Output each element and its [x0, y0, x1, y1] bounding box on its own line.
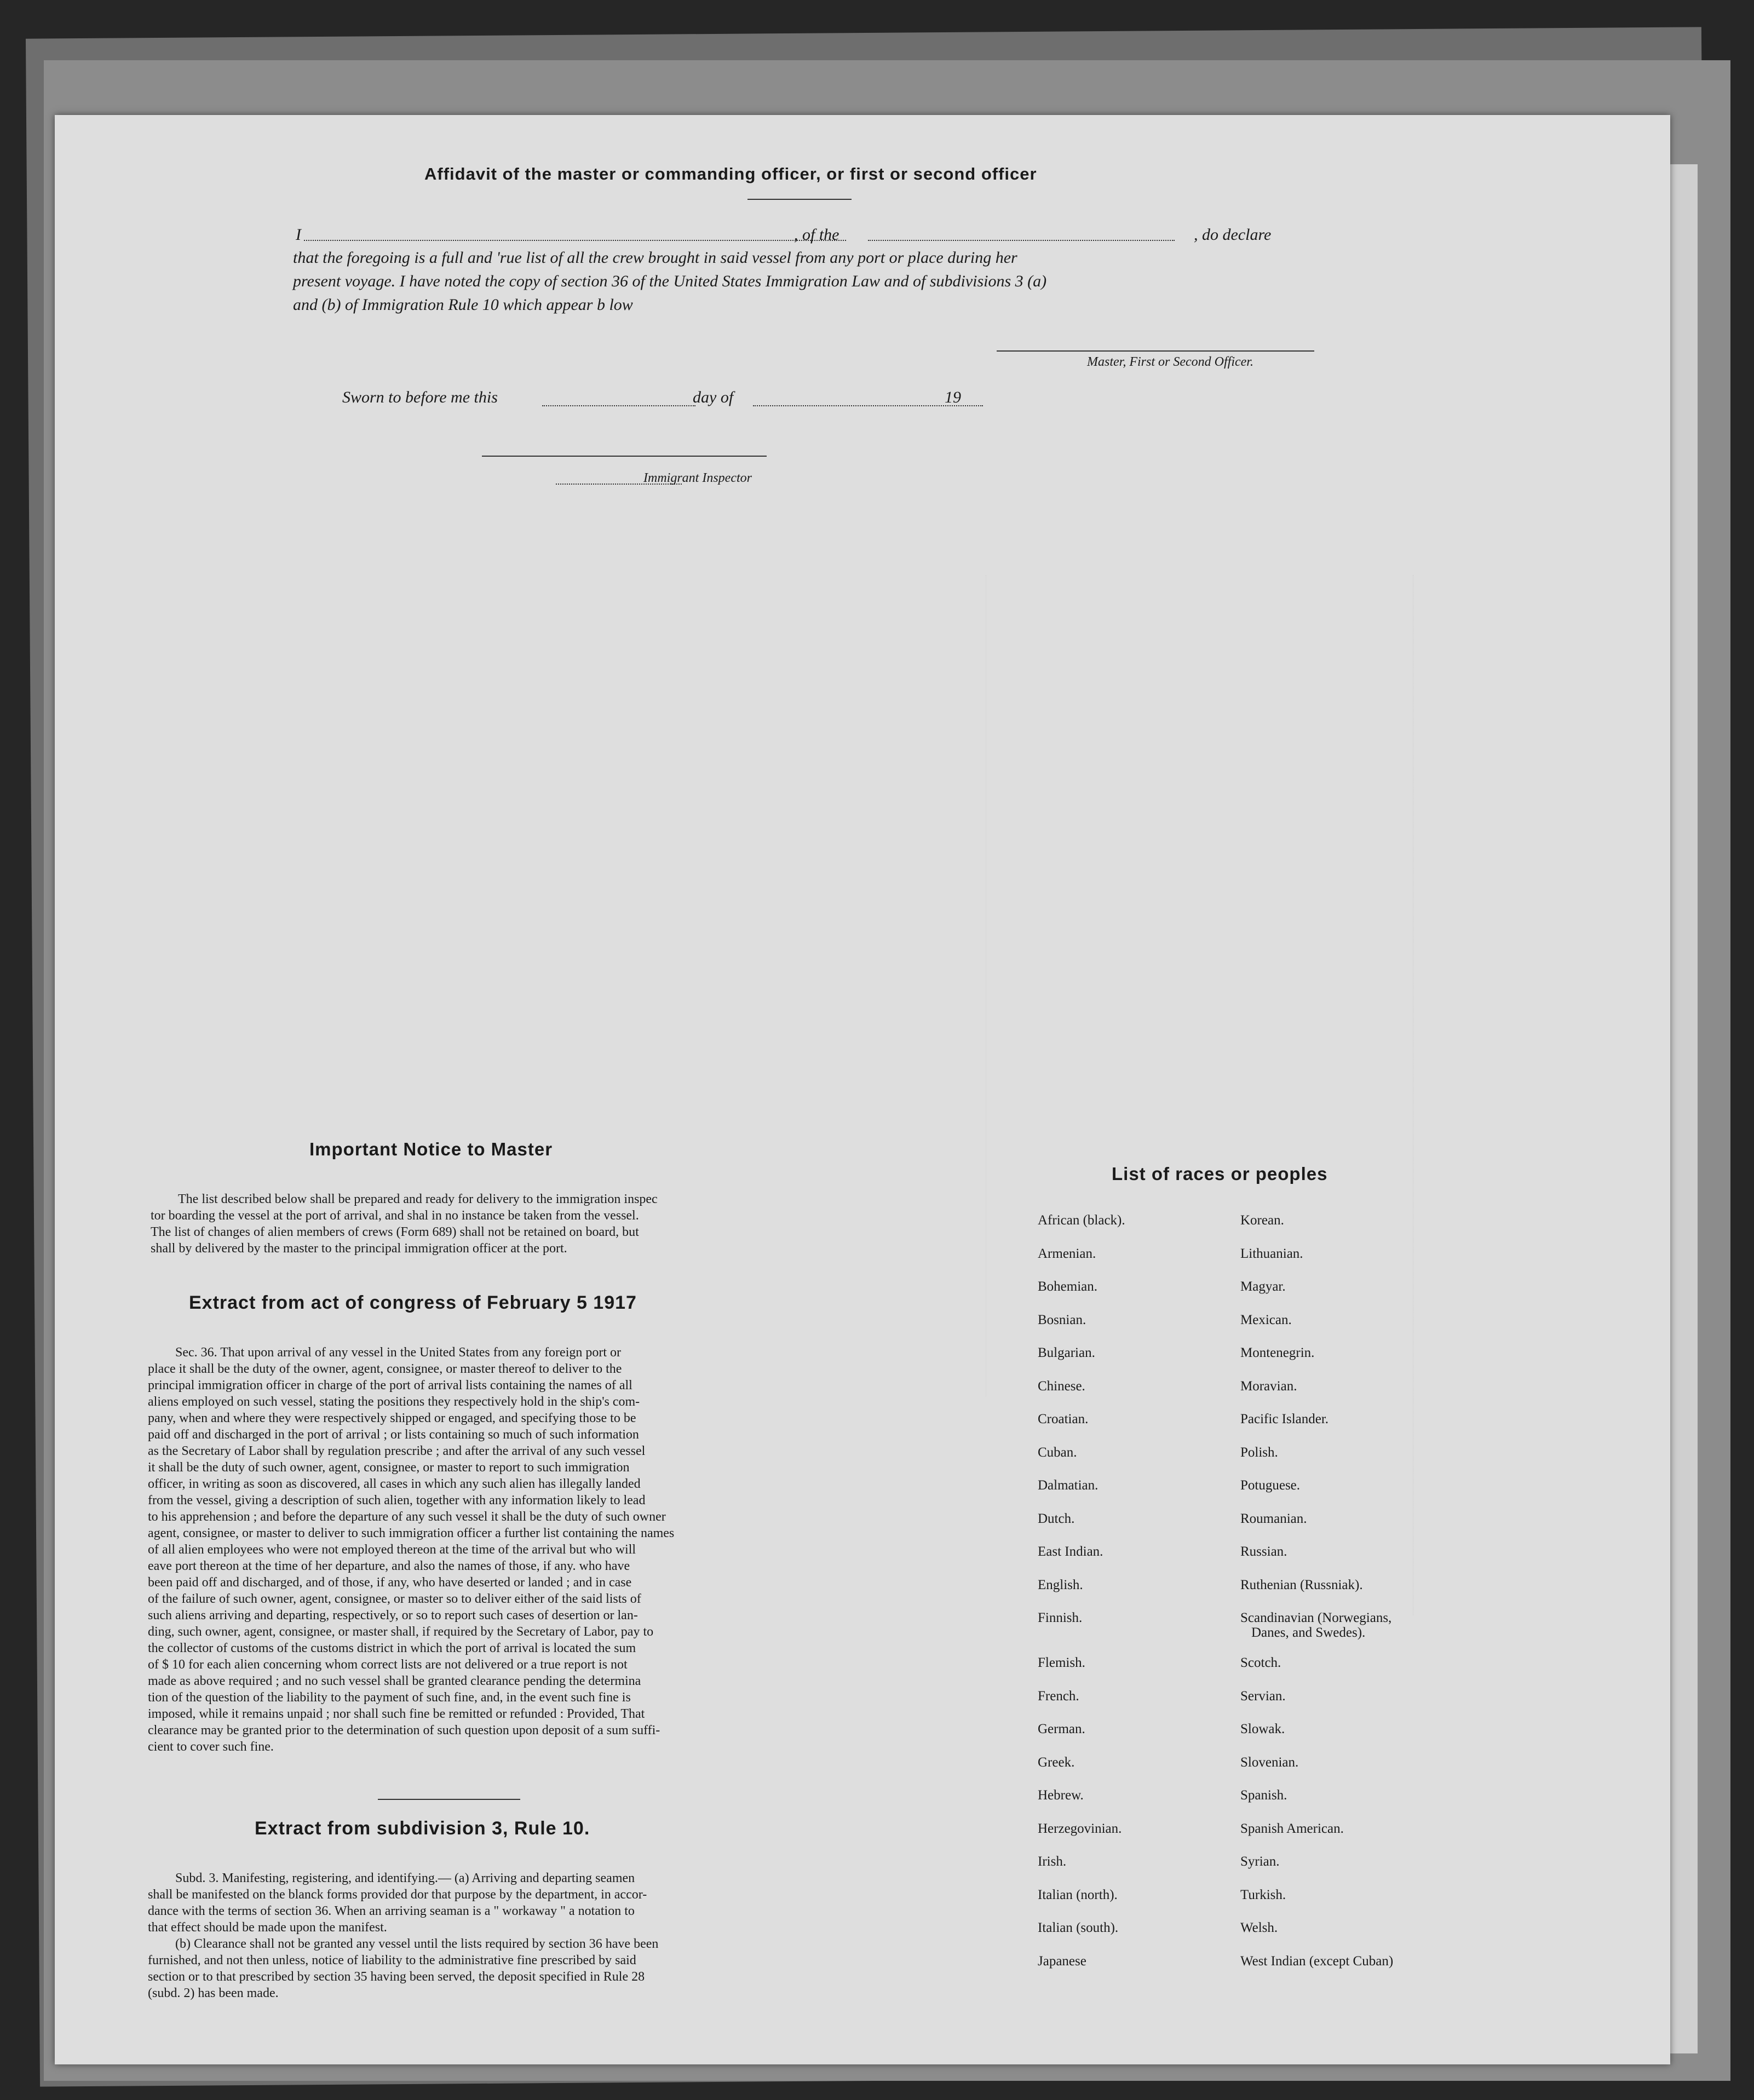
affidavit-line2: that the foregoing is a full and 'rue list of all the crew brought in said vessel from any port or place during her	[293, 249, 1017, 267]
act-line: made as above required ; and no such vessel shall be granted clearance pending the determina	[148, 1674, 641, 1688]
affidavit-line4: and (b) of Immigration Rule 10 which appear b low	[293, 296, 633, 314]
rule-line: (b) Clearance shall not be granted any vessel until the lists required by section 36 have been	[175, 1937, 659, 1951]
race-item-continued: Danes, and Swedes).	[1251, 1625, 1366, 1640]
race-item: Polish.	[1240, 1445, 1278, 1460]
act-line: been paid off and discharged, and of those, if any, who have deserted or landed ; and in case	[148, 1575, 632, 1590]
act-line: of $ 10 for each alien concerning whom correct lists are not delivered or a true report is not	[148, 1658, 628, 1672]
act-line: cient to cover such fine.	[148, 1740, 274, 1754]
rule-line: section or to that prescribed by section 35 having been served, the deposit specified in Rule 28	[148, 1970, 645, 1984]
race-item: Greek.	[1038, 1754, 1075, 1770]
race-item: Montenegrin.	[1240, 1345, 1315, 1360]
races-right-column	[1240, 1213, 1470, 1987]
affidavit-line3: present voyage. I have noted the copy of section 36 of the United States Immigration Law and of subdivisions 3 (a)	[293, 272, 1047, 290]
race-item: Finnish.	[1038, 1610, 1083, 1625]
act-line: aliens employed on such vessel, stating the positions they respectively hold in the ship's com-	[148, 1395, 640, 1409]
act-line: place it shall be the duty of the owner, agent, consignee, or master thereof to deliver to the	[148, 1362, 622, 1376]
vessel-blank	[868, 240, 1175, 241]
race-item: Armenian.	[1038, 1246, 1096, 1261]
race-item: Ruthenian (Russniak).	[1240, 1577, 1363, 1592]
notice-line: The list described below shall be prepared and ready for delivery to the immigration inspec	[178, 1192, 658, 1206]
act-line: Sec. 36. That upon arrival of any vessel in the United States from any foreign port or	[175, 1345, 622, 1360]
act-line: tion of the question of the liability to the payment of such fine, and, in the event such fine is	[148, 1690, 631, 1705]
act-line: imposed, while it remains unpaid ; nor shall such fine be remitted or refunded : Provided, That	[148, 1707, 645, 1721]
race-item: Mexican.	[1240, 1312, 1292, 1327]
race-item: Flemish.	[1038, 1655, 1085, 1670]
race-item: Chinese.	[1038, 1378, 1085, 1394]
affidavit-title: Affidavit of the master or commanding officer, or first or second officer	[424, 164, 1037, 183]
race-item: Bosnian.	[1038, 1312, 1086, 1327]
race-item: Russian.	[1240, 1544, 1287, 1559]
rule-line: furnished, and not then unless, notice of liability to the administrative fine prescribed by said	[148, 1953, 636, 1967]
rule-line: that effect should be made upon the manifest.	[148, 1920, 387, 1935]
act-line: agent, consignee, or master to deliver to such immigration officer a further list containing the names	[148, 1526, 675, 1540]
act-line: eave port thereon at the time of her departure, and also the names of those, if any. who have	[148, 1559, 630, 1573]
race-item: Potuguese.	[1240, 1478, 1301, 1493]
act-line: it shall be the duty of such owner, agent, consignee, or master to report to such immigration	[148, 1460, 630, 1475]
race-item: African (black).	[1038, 1213, 1125, 1228]
race-item: Turkish.	[1240, 1887, 1286, 1902]
race-item: Slowak.	[1240, 1722, 1285, 1736]
act-title: Extract from act of congress of February 5 1917	[189, 1292, 637, 1313]
race-item: Scandinavian (Norwegians,	[1240, 1610, 1392, 1625]
affidavit-declare: , do declare	[1194, 226, 1272, 244]
sworn-day-blank	[542, 405, 695, 406]
rule-line: Subd. 3. Manifesting, registering, and identifying.— (a) Arriving and departing seamen	[175, 1871, 635, 1885]
section-divider	[378, 1799, 520, 1800]
act-line: paid off and discharged in the port of arrival ; or lists containing so much of such information	[148, 1428, 639, 1442]
race-item: English.	[1038, 1577, 1083, 1592]
act-line: clearance may be granted prior to the determination of such question upon deposit of a sum suffi-	[148, 1723, 660, 1737]
sworn-text: Sworn to before me this	[342, 388, 498, 406]
affidavit-of-the: , of the	[794, 226, 839, 244]
race-item: Italian (south).	[1038, 1920, 1119, 1935]
notice-text	[151, 1191, 813, 1257]
race-item: Moravian.	[1240, 1378, 1297, 1394]
notice-line: The list of changes of alien members of crews (Form 689) shall not be retained on board, but	[151, 1225, 639, 1239]
race-item: Irish.	[1038, 1854, 1067, 1869]
act-line: of the failure of such owner, agent, consignee, or master so to deliver either of the said lists of	[148, 1592, 641, 1606]
act-line: ding, such owner, agent, consignee, or master shall, if required by the Secretary of Labor, pay to	[148, 1625, 654, 1639]
inspector-signature-line	[482, 456, 767, 457]
race-item: Syrian.	[1240, 1854, 1280, 1869]
act-line: as the Secretary of Labor shall by regulation prescribe ; and after the arrival of any such vessel	[148, 1444, 646, 1458]
race-item: Pacific Islander.	[1240, 1412, 1329, 1426]
rule-text	[148, 1870, 813, 2001]
race-item-multiline	[1240, 1610, 1470, 1655]
race-item: Lithuanian.	[1240, 1246, 1303, 1261]
act-line: of all alien employees who were not employed thereon at the time of the arrival but who will	[148, 1543, 636, 1557]
act-line: pany, when and where they were respectively shipped or engaged, and specifying those to be	[148, 1411, 636, 1425]
name-blank	[304, 240, 846, 241]
race-item: Japanese	[1038, 1953, 1086, 1969]
day-of-text: day of	[693, 388, 734, 406]
rule-line: dance with the terms of section 36. When an arriving seaman is a " workaway " a notation to	[148, 1904, 635, 1918]
race-item: Scotch.	[1240, 1655, 1281, 1670]
act-line: such aliens arriving and departing, respectively, or so to report such cases of desertion or lan-	[148, 1608, 638, 1623]
act-line: to his apprehension ; and before the departure of any such vessel it shall be the duty of such owner	[148, 1510, 666, 1524]
race-item: Dalmatian.	[1038, 1478, 1099, 1493]
affidavit-title-rule	[747, 199, 852, 200]
race-item: Welsh.	[1240, 1920, 1278, 1935]
race-item: Bulgarian.	[1038, 1345, 1095, 1360]
rule-line: shall be manifested on the blanck forms provided dor that purpose by the department, in accor-	[148, 1888, 647, 1902]
rule-line: (subd. 2) has been made.	[148, 1986, 279, 2000]
race-item: Dutch.	[1038, 1511, 1075, 1526]
notice-line: tor boarding the vessel at the port of arrival, and shal in no instance be taken from the vessel.	[151, 1209, 639, 1223]
master-label: Master, First or Second Officer.	[1087, 355, 1253, 369]
race-item: Cuban.	[1038, 1445, 1077, 1460]
race-item: Roumanian.	[1240, 1511, 1307, 1526]
race-item: French.	[1038, 1688, 1079, 1704]
race-item: German.	[1038, 1722, 1085, 1736]
race-item: East Indian.	[1038, 1544, 1103, 1559]
inspector-label: Immigrant Inspector	[643, 471, 752, 485]
race-item: Spanish.	[1240, 1788, 1287, 1803]
manifest-page	[55, 115, 1670, 2064]
act-line: principal immigration officer in charge of the port of arrival lists containing the names of all	[148, 1378, 632, 1393]
race-item: Korean.	[1240, 1213, 1284, 1228]
race-item: Italian (north).	[1038, 1887, 1118, 1902]
race-item: Magyar.	[1240, 1279, 1286, 1294]
race-item: Hebrew.	[1038, 1788, 1084, 1803]
race-item: Croatian.	[1038, 1412, 1089, 1426]
race-item: Servian.	[1240, 1688, 1286, 1704]
race-item: Bohemian.	[1038, 1279, 1098, 1294]
race-item: Slovenian.	[1240, 1754, 1299, 1770]
act-line: the collector of customs of the customs district in which the port of arrival is located the sum	[148, 1641, 636, 1655]
master-signature-line	[997, 350, 1314, 352]
rule-title: Extract from subdivision 3, Rule 10.	[255, 1818, 590, 1839]
race-item: Spanish American.	[1240, 1821, 1344, 1836]
notice-title: Important Notice to Master	[309, 1139, 553, 1159]
race-item: Herzegovinian.	[1038, 1821, 1122, 1836]
races-title: List of races or peoples	[1112, 1164, 1328, 1184]
act-text	[148, 1344, 813, 1755]
races-left-column	[1038, 1213, 1218, 1987]
year-prefix: 19	[945, 388, 961, 406]
act-line: officer, in writing as soon as discovered, all cases in which any such alien has illegally landed	[148, 1477, 641, 1491]
notice-line: shall by delivered by the master to the principal immigration officer at the port.	[151, 1241, 567, 1256]
act-line: from the vessel, giving a description of such alien, together with any information likely to lead	[148, 1493, 646, 1508]
affidavit-i: I	[296, 226, 301, 244]
race-item: West Indian (except Cuban)	[1240, 1953, 1394, 1969]
